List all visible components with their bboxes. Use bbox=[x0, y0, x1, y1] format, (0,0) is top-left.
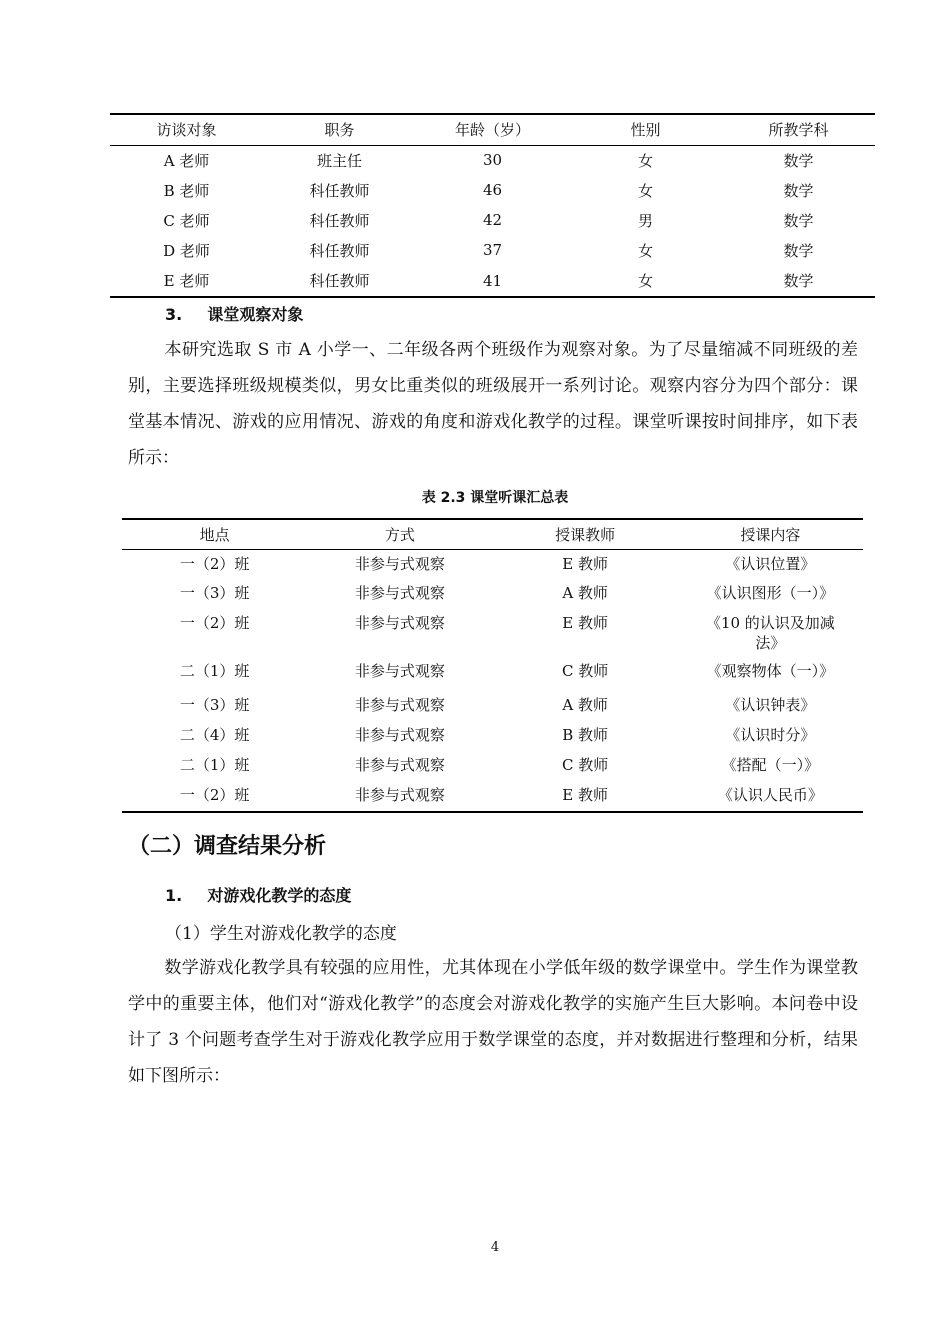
table-cell: 女 bbox=[637, 181, 653, 200]
table-cell: 非参与式观察 bbox=[354, 756, 445, 774]
table-cell: E 教师 bbox=[493, 781, 678, 812]
table-cell: 41 bbox=[416, 265, 569, 297]
table-cell: 数学 bbox=[783, 181, 814, 200]
wrapped-cell-text: 《10 的认识及加减法》 bbox=[705, 614, 835, 652]
paragraph-text: 本研究选取 S 市 A 小学一、二年级各两个班级作为观察对象。为了尽量缩减不同班级的差别，主要选择班级规模类似，男女比重类似的班级展开一系列讨论。观察内容分为四个部分：课堂基本情况、游戏的应用情况、游戏的角度和游戏化教学的过程。课堂听课按时间排序，如下表所示： bbox=[128, 340, 858, 468]
table-cell: A 老师 bbox=[163, 151, 210, 170]
column-header: 授课教师 bbox=[493, 519, 678, 549]
column-header: 性别 bbox=[569, 114, 722, 145]
table-header-row bbox=[122, 519, 863, 549]
table-cell: B 老师 bbox=[163, 181, 210, 200]
table-row bbox=[122, 691, 863, 721]
table-caption: 表 2.3 课堂听课汇总表 bbox=[421, 490, 569, 506]
table-cell: C 教师 bbox=[562, 662, 609, 680]
table-cell: 数学 bbox=[783, 211, 814, 230]
section-title: 课堂观察对象 bbox=[207, 305, 304, 324]
table-cell: 男 bbox=[637, 211, 653, 230]
paragraph-text: 数学游戏化教学具有较强的应用性，尤其体现在小学低年级的数学课堂中。学生作为课堂教学中的重要主体，他们对“游戏化教学”的态度会对游戏化教学的实施产生巨大影响。本问卷中设计了 3 个问题考查学生对于游戏化教学应用于数学课堂的态度，并对数据进行整理和分析，结果如下图所示： bbox=[128, 958, 858, 1086]
table-cell: 《认识图形（一）》 bbox=[706, 584, 835, 602]
table-row bbox=[122, 657, 863, 691]
column-header: 访谈对象 bbox=[110, 114, 263, 145]
table-row bbox=[110, 235, 875, 265]
table-cell: 二（1）班 bbox=[179, 756, 250, 774]
table-row bbox=[122, 579, 863, 609]
table-cell: D 老师 bbox=[163, 241, 210, 260]
table-cell: 数学 bbox=[783, 241, 814, 260]
table-cell: 二（1）班 bbox=[179, 662, 250, 680]
table-header-row bbox=[110, 114, 875, 145]
table-cell: 《搭配（一）》 bbox=[721, 756, 820, 774]
table-row bbox=[122, 609, 863, 657]
table-cell: 非参与式观察 bbox=[354, 662, 445, 680]
subsection-heading bbox=[165, 883, 351, 906]
table-cell: 一（3）班 bbox=[179, 584, 250, 602]
table-cell: 女 bbox=[637, 151, 653, 170]
table-row bbox=[122, 721, 863, 751]
table-cell: 37 bbox=[482, 241, 503, 259]
table-cell: A 教师 bbox=[562, 696, 608, 714]
table-row bbox=[110, 205, 875, 235]
table-cell: B 教师 bbox=[562, 726, 609, 744]
table-cell: 数学 bbox=[722, 265, 875, 297]
interview-subjects-table bbox=[110, 113, 875, 298]
table-cell: 女 bbox=[569, 265, 722, 297]
table-cell: 数学 bbox=[783, 151, 814, 170]
column-header: 地点 bbox=[122, 519, 307, 549]
table-cell: 科任教师 bbox=[263, 265, 416, 297]
table-cell: 《认识钟表》 bbox=[725, 696, 816, 714]
table-cell: 科任教师 bbox=[309, 181, 370, 200]
page-number: 4 bbox=[490, 1240, 500, 1255]
table-row bbox=[110, 145, 875, 175]
table-cell: 非参与式观察 bbox=[307, 781, 492, 812]
table-cell: 《认识人民币》 bbox=[678, 781, 863, 812]
table-cell: 《观察物体（一）》 bbox=[706, 662, 835, 680]
table-cell: 一（2）班 bbox=[179, 614, 250, 632]
table-cell: 班主任 bbox=[316, 151, 362, 170]
table-cell: A 教师 bbox=[562, 584, 608, 602]
table-cell: 非参与式观察 bbox=[354, 554, 445, 573]
class-observation-table bbox=[122, 518, 863, 813]
table-row bbox=[110, 265, 875, 297]
column-header: 授课内容 bbox=[678, 519, 863, 549]
body-paragraph bbox=[128, 332, 858, 476]
table-cell: 非参与式观察 bbox=[354, 584, 445, 602]
table-cell: E 教师 bbox=[562, 614, 608, 632]
table-cell: C 教师 bbox=[562, 756, 609, 774]
table-cell: 一（3）班 bbox=[179, 696, 250, 714]
column-header: 年龄（岁） bbox=[416, 114, 569, 145]
table-cell: 42 bbox=[482, 211, 503, 229]
table-row bbox=[122, 781, 863, 812]
table-cell: 科任教师 bbox=[309, 211, 370, 230]
section-number: 3. bbox=[165, 305, 183, 324]
sub-subsection-heading: （1）学生对游戏化教学的态度 bbox=[165, 924, 397, 944]
column-header: 方式 bbox=[307, 519, 492, 549]
table-cell: 非参与式观察 bbox=[354, 614, 445, 632]
chapter-section-heading: （二）调查结果分析 bbox=[128, 834, 327, 859]
table-cell: 一（2）班 bbox=[179, 554, 250, 573]
section-heading bbox=[165, 302, 303, 325]
table-cell: C 老师 bbox=[163, 211, 210, 230]
table-cell: 女 bbox=[637, 241, 653, 260]
body-paragraph bbox=[128, 950, 858, 1094]
table-cell bbox=[678, 609, 863, 657]
table-cell: 科任教师 bbox=[309, 241, 370, 260]
table-cell: 非参与式观察 bbox=[354, 696, 445, 714]
table-cell: 《认识时分》 bbox=[725, 726, 816, 744]
table-cell: 46 bbox=[482, 181, 503, 199]
table-cell: 30 bbox=[482, 151, 503, 170]
column-header: 所教学科 bbox=[722, 114, 875, 145]
subsection-title: 对游戏化教学的态度 bbox=[207, 886, 352, 905]
table-cell: E 老师 bbox=[110, 265, 263, 297]
table-cell: E 教师 bbox=[562, 554, 608, 573]
table-cell: 一（2）班 bbox=[122, 781, 307, 812]
table-cell: 《认识位置》 bbox=[725, 554, 816, 573]
table-cell: 二（4）班 bbox=[179, 726, 250, 744]
table-cell: 非参与式观察 bbox=[354, 726, 445, 744]
table-row bbox=[110, 175, 875, 205]
table-row bbox=[122, 549, 863, 579]
column-header: 职务 bbox=[263, 114, 416, 145]
subsection-number: 1. bbox=[165, 886, 183, 905]
table-row bbox=[122, 751, 863, 781]
